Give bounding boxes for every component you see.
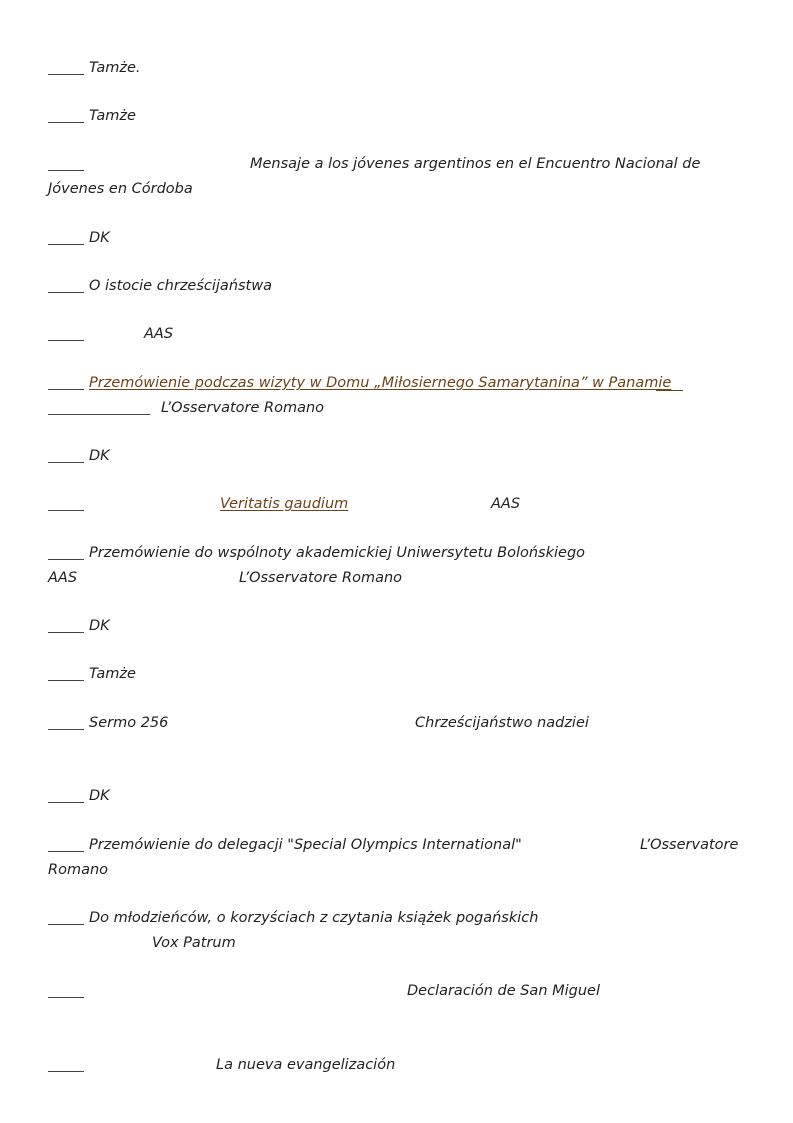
footnote-text: Chrześcijaństwo nadziei [415,715,589,731]
footnote-marker-rule [48,559,84,560]
footnote-text: L’Osservatore [640,837,739,853]
footnote-text: Przemówienie do delegacji "Special Olympics International" [89,837,522,853]
footnote-text-continued: L’Osservatore Romano [239,570,403,586]
footnote-text-continued: Vox Patrum [152,935,236,951]
footnote-marker-rule [48,802,84,803]
footnote-text: O istocie chrześcijaństwa [89,278,272,294]
footnote-text-continued: Jóvenes en Córdoba [48,181,193,197]
footnote-marker-rule [48,389,84,390]
footnote-marker-rule [48,1071,84,1072]
footnote-marker-rule [48,680,84,681]
footnote-marker-rule [48,122,84,123]
footnote-marker-rule [48,510,84,511]
footnote-text: DK [89,230,110,246]
footnote-text-continued: L’Osservatore Romano [161,400,325,416]
footnote-text: La nueva evangelización [216,1057,396,1073]
footnote-text-continued: Romano [48,862,109,878]
link-underline-extension [656,390,683,391]
footnote-text: Declaración de San Miguel [407,983,600,999]
footnote-marker-rule [48,74,84,75]
footnote-marker-rule [48,292,84,293]
footnote-marker-rule [48,851,84,852]
footnote-text: Do młodzieńców, o korzyściach z czytania książek pogańskich [89,910,539,926]
footnote-text: Tamże [89,108,136,124]
footnote-text-continued: AAS [48,570,78,586]
footnote-marker-rule [48,729,84,730]
footnote-marker-rule [48,340,84,341]
footnote-text: Przemówienie do wspólnoty akademickiej Uniwersytetu Bolońskiego [89,545,586,561]
footnote-text: AAS [144,326,174,342]
footnote-marker-rule [48,924,84,925]
footnote-text: Tamże. [89,60,141,76]
footnote-marker-rule [48,997,84,998]
footnote-text: DK [89,618,110,634]
footnote-marker-rule [48,462,84,463]
footnote-blank-rule [48,414,150,415]
footnote-marker-rule [48,170,84,171]
footnote-link[interactable]: Przemówienie podczas wizyty w Domu „Miłosiernego Samarytanina” w Panamie [89,375,672,391]
footnote-marker-rule [48,244,84,245]
footnote-text: DK [89,448,110,464]
footnote-link[interactable]: Veritatis gaudium [220,496,349,512]
footnote-text: DK [89,788,110,804]
footnote-text: Mensaje a los jóvenes argentinos en el Encuentro Nacional de [250,156,701,172]
footnote-text: Sermo 256 [89,715,169,731]
footnote-text: Tamże [89,666,136,682]
footnote-marker-rule [48,632,84,633]
footnote-text: AAS [491,496,521,512]
